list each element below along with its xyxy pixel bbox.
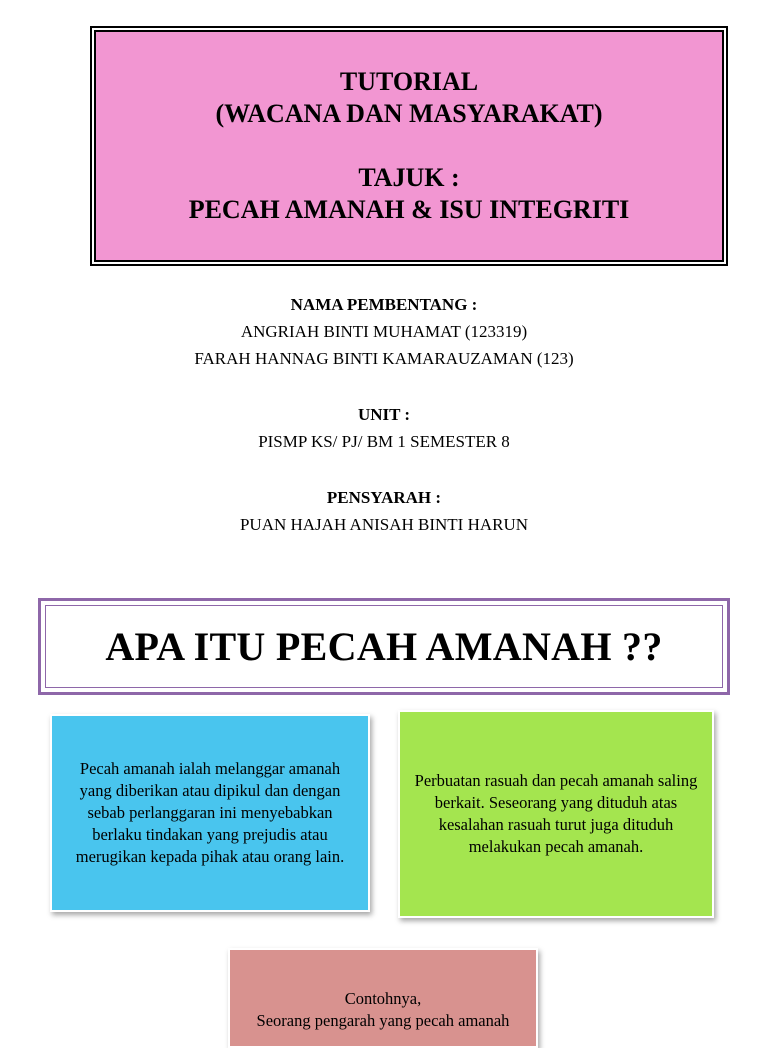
lecturer-value: PUAN HAJAH ANISAH BINTI HARUN <box>239 515 529 534</box>
presenter-name: ANGRIAH BINTI MUHAMAT (123319) <box>240 322 528 341</box>
example-text: Seorang pengarah yang pecah amanah <box>256 1011 510 1030</box>
presenter-name: FARAH HANNAG BINTI KAMARAUZAMAN (123) <box>194 349 574 368</box>
relation-text: Perbuatan rasuah dan pecah amanah saling berkait. Seseorang yang dituduh atas kesalahan rasuah turut juga dituduh melakukan pecah amanah. <box>414 771 698 856</box>
definition-text: Pecah amanah ialah melanggar amanah yang diberikan atau dipikul dan dengan sebab perlanggaran ini menyebabkan berlaku tindakan yang prejudis atau merugikan kepada pihak atau orang lain. <box>75 759 345 866</box>
unit-value: PISMP KS/ PJ/ BM 1 SEMESTER 8 <box>258 432 510 451</box>
title-line-tajuk: TAJUK : <box>358 163 460 192</box>
presenters-header: NAMA PEMBENTANG : <box>290 295 478 314</box>
lecturer-block <box>0 484 768 538</box>
unit-header: UNIT : <box>357 405 411 424</box>
definition-card <box>50 714 370 912</box>
section-title: APA ITU PECAH AMANAH ?? <box>105 624 663 669</box>
example-heading: Contohnya, <box>344 989 422 1008</box>
section-title-box <box>38 598 730 695</box>
lecturer-header: PENSYARAH : <box>326 488 442 507</box>
title-box <box>94 30 724 262</box>
title-line-subject: (WACANA DAN MASYARAKAT) <box>215 99 603 128</box>
title-line-topic: PECAH AMANAH & ISU INTEGRITI <box>188 195 630 224</box>
unit-block <box>0 401 768 455</box>
title-line-tutorial: TUTORIAL <box>339 67 479 96</box>
relation-card <box>398 710 714 918</box>
presenters-block <box>0 291 768 372</box>
example-card <box>228 948 538 1048</box>
